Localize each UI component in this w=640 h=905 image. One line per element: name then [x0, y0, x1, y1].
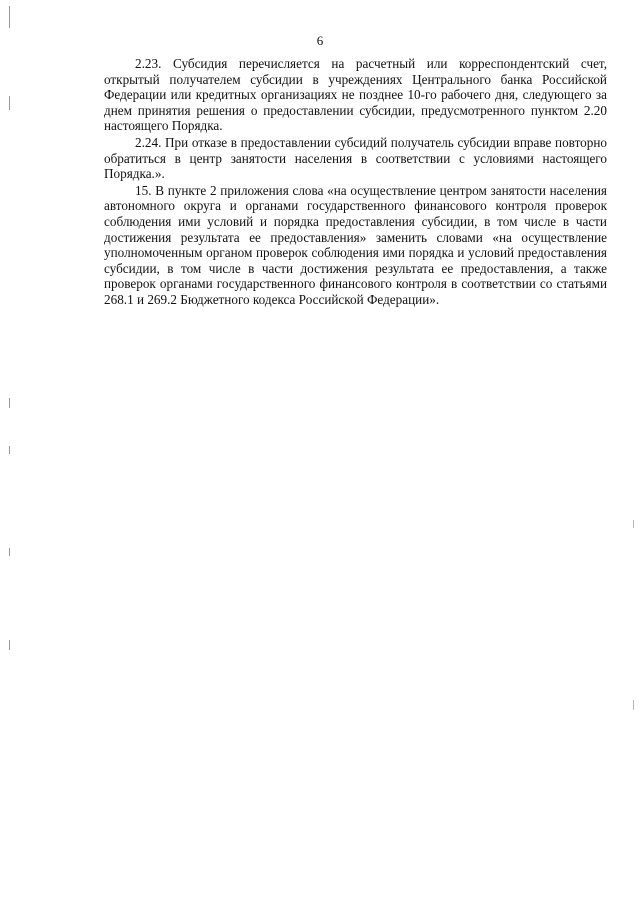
binding-mark: [9, 398, 10, 408]
paragraph-2-23: 2.23. Субсидия перечисляется на расчетный или корреспондентский счет, открытый получателем субсидии в учреждениях Центрального банка Российской Федерации или кредитных организациях не позднее 10-го рабочего дня, следующего за днем принятия решения о предоставлении субсидии, предусмотренного пунктом 2.20 настоящего Порядка.: [104, 56, 607, 134]
page-number: 6: [316, 33, 324, 48]
document-body: [104, 56, 607, 309]
binding-mark: [9, 6, 10, 28]
binding-mark: [633, 700, 634, 710]
paragraph-15: 15. В пункте 2 приложения слова «на осуществление центром занятости населения автономного округа и органами государственного финансового контроля проверок соблюдения ими условий и порядка предоставления субсидии, в том числе в части достижения результата ее предоставления» заменить словами «на осуществление уполномоченным органом проверок соблюдения ими порядка и условий предоставления субсидии, в том числе в части достижения результата ее предоставления, а также проверок органами государственного финансового контроля в соответствии со статьями 268.1 и 269.2 Бюджетного кодекса Российской Федерации».: [104, 182, 607, 307]
binding-mark: [9, 446, 10, 454]
binding-mark: [633, 520, 634, 528]
paragraph-2-24: 2.24. При отказе в предоставлении субсидий получатель субсидии вправе повторно обратиться в центр занятости населения в соответствии с условиями настоящего Порядка.».: [104, 134, 607, 182]
binding-mark: [9, 640, 10, 650]
binding-mark: [9, 548, 10, 556]
binding-mark: [9, 96, 10, 110]
